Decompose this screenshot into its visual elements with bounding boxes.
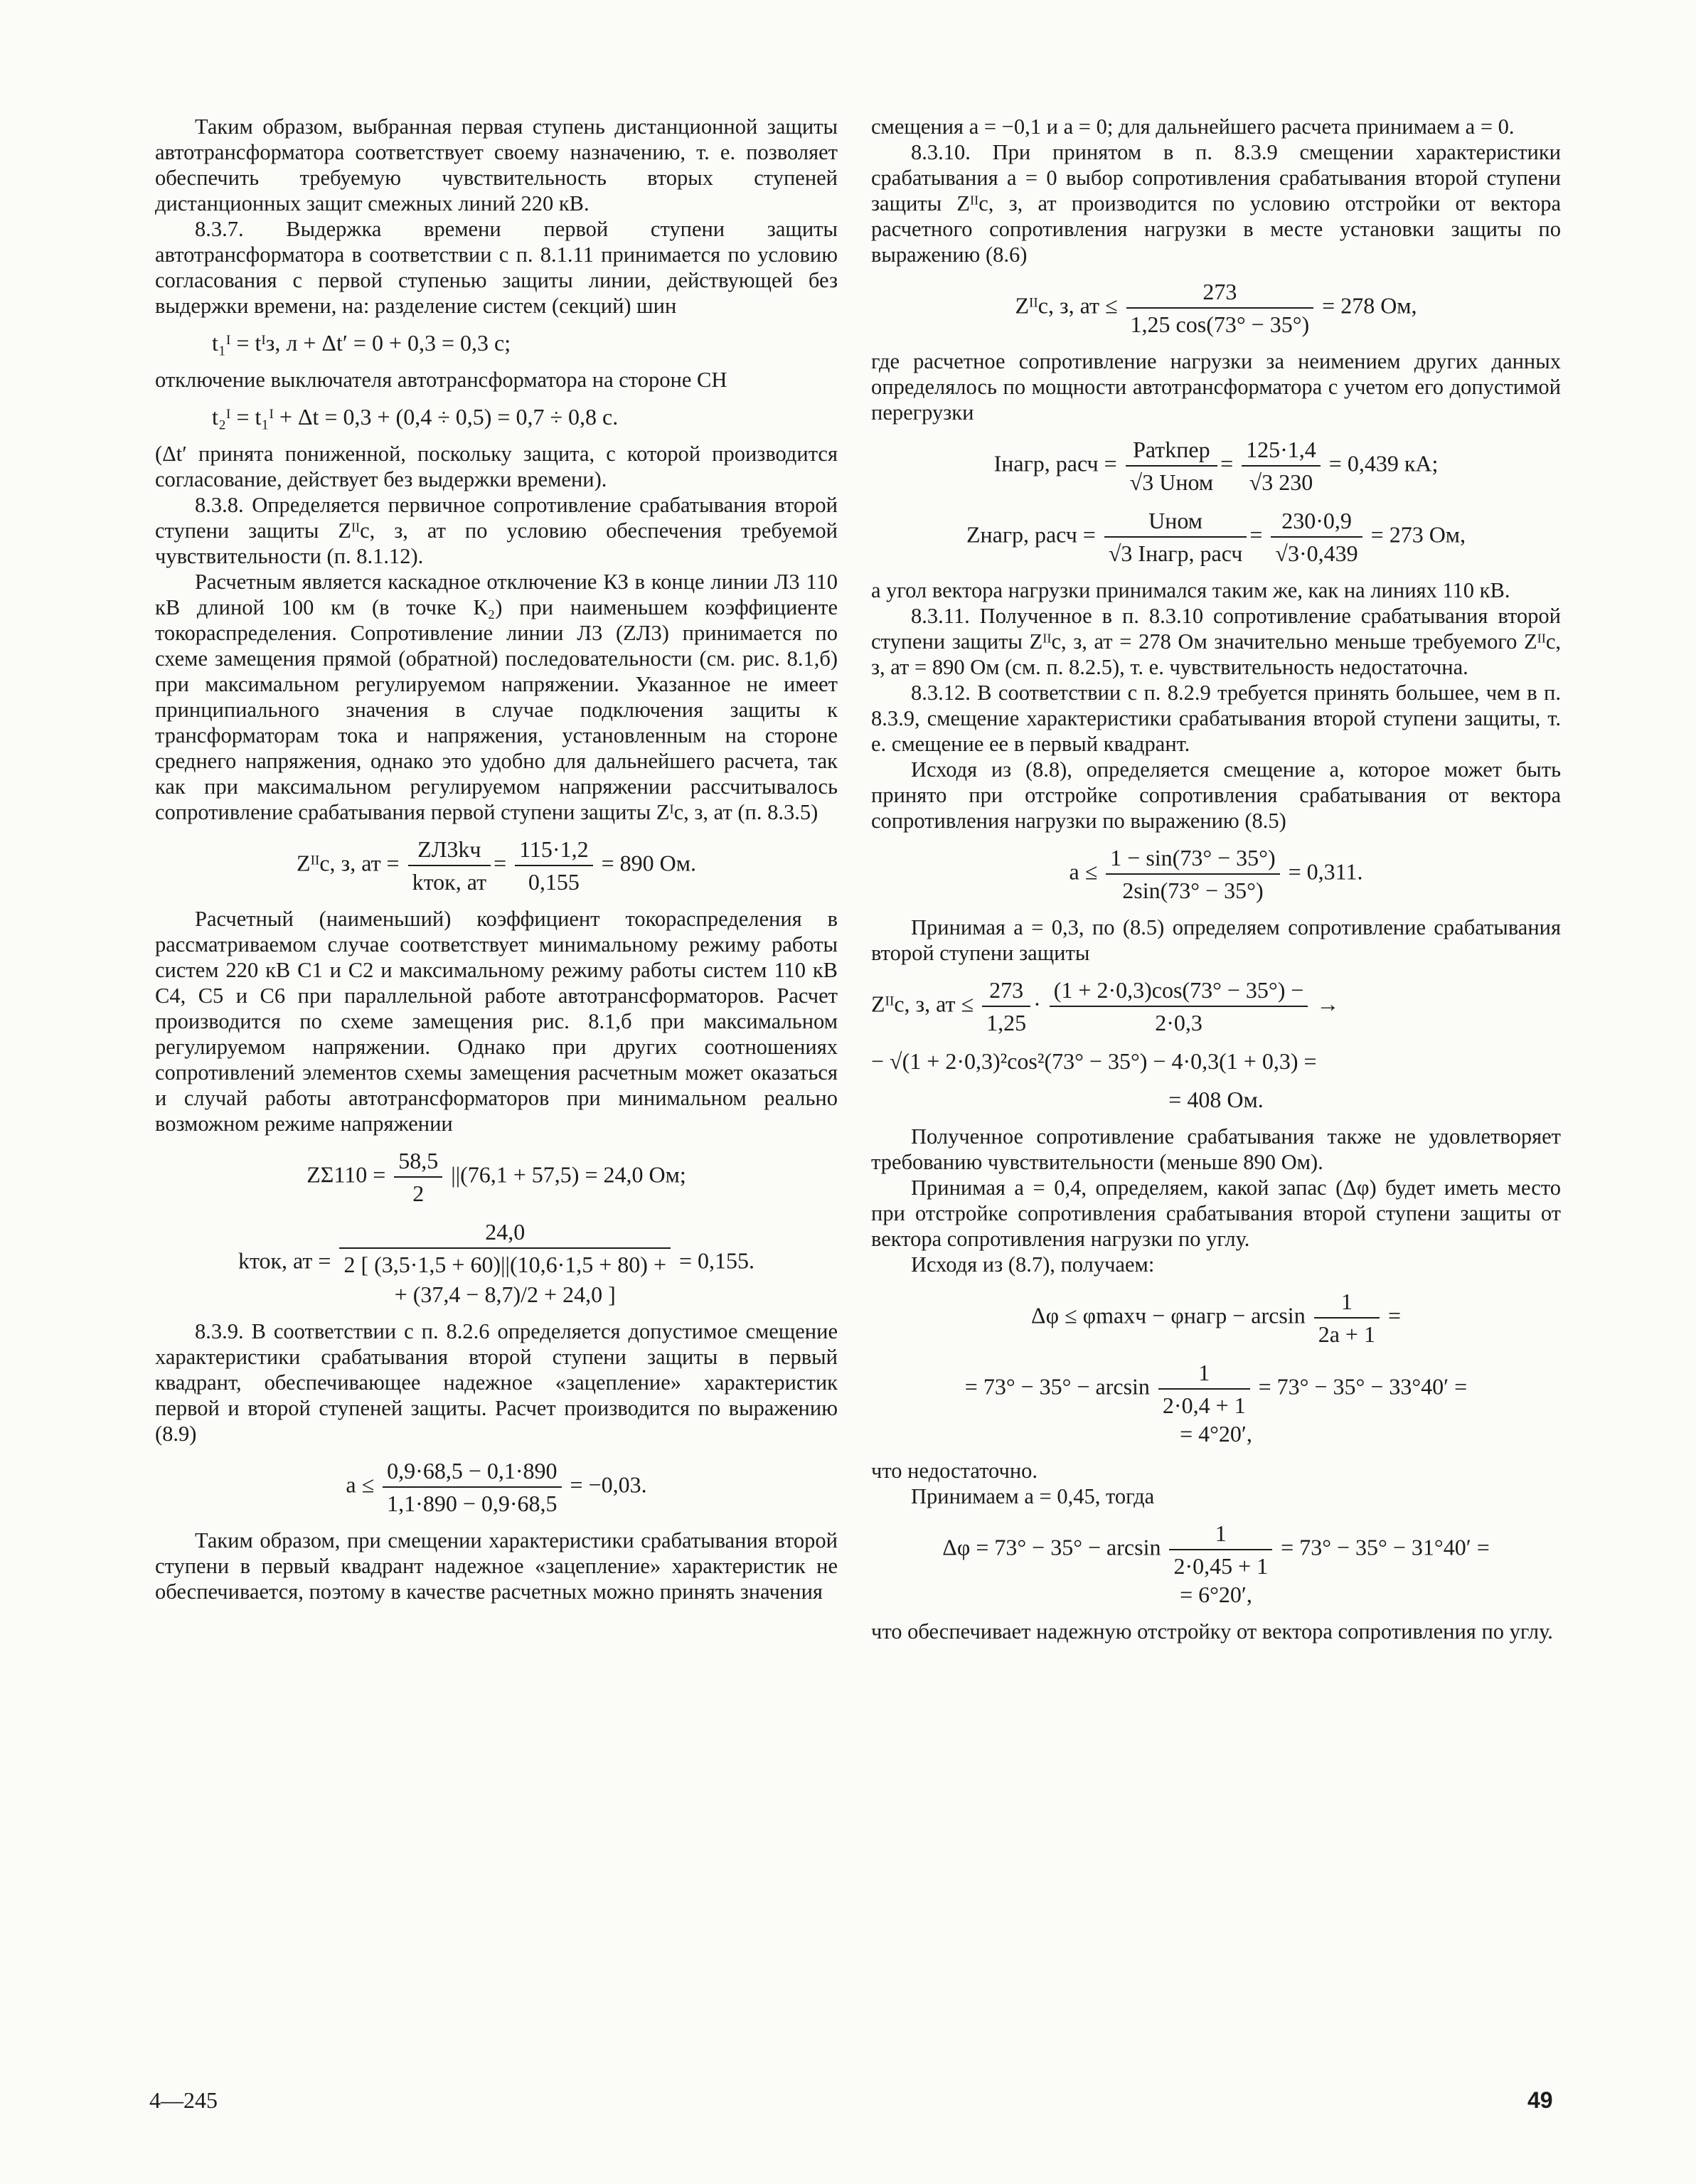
fraction [1314, 1287, 1380, 1348]
formula-continuation: − √(1 + 2·0,3)²cos²(73° − 35°) − 4·0,3(1 + 0,3) = [871, 1048, 1317, 1074]
formula [155, 1456, 838, 1518]
formula [871, 277, 1561, 339]
right-column [871, 114, 1561, 1644]
fraction [339, 1218, 671, 1309]
denominator: 2a + 1 [1318, 1321, 1375, 1347]
fraction [394, 1146, 442, 1208]
numerator: 273 [982, 976, 1030, 1007]
denominator: √3·0,439 [1275, 540, 1358, 566]
paragraph: смещения a = −0,1 и a = 0; для дальнейшего расчета принимаем a = 0. [871, 114, 1515, 139]
numerator: ZЛ3kч [408, 835, 491, 866]
fraction [1169, 1519, 1272, 1580]
formula: Zᴵᴵс, з, ат ≤ $\frac{273}{1,25}$ · $\frac{(1 + 2\cdot 0,3)\cos(73^\circ - 35^\circ) -}{2\cdot 0,3}$ → [871, 977, 1340, 1035]
paragraph: Расчетный (наименьший) коэффициент токораспределения в рассматриваемом случае соответствует минимальному режиму работы систем 220 кВ С1 и С2 и максимальному режиму работы систем 110 кВ С4, С5 и С6 при параллельной работе автотрансформаторов. Расчет производится по схеме замещения рис. 8.1,б при максимальном регулируемом напряжении. Однако при других соотношениях сопротивлений элементов схемы замещения расчетным может оказаться и случай работы автотрансформаторов при минимальном реально возможном режиме напряжении [155, 907, 838, 1136]
formula-lhs: Zᴵᴵс, з, ат = [297, 850, 400, 876]
denominator: 2·0,45 + 1 [1173, 1553, 1269, 1579]
denominator: + (37,4 − 8,7)/2 + 24,0 ] [394, 1282, 616, 1307]
paragraph: Исходя из (8.7), получаем: [911, 1252, 1155, 1277]
formula: t₂ᴵ = t₁ᴵ + Δt = 0,3 + (0,4 ÷ 0,5) = 0,7 ÷ 0,8 с. [212, 404, 619, 430]
formula-continuation: = 6°20′, [1180, 1582, 1252, 1607]
numerator: Pатkпер [1126, 435, 1217, 467]
formula [871, 843, 1561, 905]
formula-rhs: ||(76,1 + 57,5) = 24,0 Ом; [451, 1161, 686, 1188]
paragraph: Расчетным является каскадное отключение КЗ в конце линии Л3 110 кВ длиной 100 км (в точке К₂) при наименьшем коэффициенте токораспределения. Сопротивление линии Л3 (ZЛ3) принимается по схеме замещения прямой (обратной) последовательности (см. рис. 8.1,б) при максимальном регулируемом напряжении. Указанное не имеет принципиального значения в случае подключения защиты к трансформаторам тока и напряжения, установленным на стороне среднего напряжения, однако это удобно для дальнейшего расчета, так как при максимальном регулируемом напряжении рассчитывалось сопротивление срабатывания первой ступени защиты Zᴵс, з, ат (п. 8.3.5) [155, 570, 838, 824]
formula [871, 1358, 1561, 1419]
formula-rhs: = 273 Ом, [1370, 521, 1466, 548]
paragraph: что недостаточно. [871, 1459, 1038, 1483]
paragraph: 8.3.11. Полученное в п. 8.3.10 сопротивление срабатывания второй ступени защиты Zᴵᴵс, з, ат = 278 Ом значительно меньше требуемого Zᴵᴵс, з, ат = 890 Ом (см. п. 8.2.5), т. е. чувствительность недостаточна. [871, 604, 1561, 679]
denominator: 1,25 [986, 1010, 1027, 1035]
formula-lhs: Zнагр, расч = [966, 521, 1096, 548]
fraction [1106, 843, 1279, 905]
fraction [1050, 976, 1308, 1037]
formula-lhs: a ≤ [346, 1471, 375, 1498]
paragraph: 8.3.8. Определяется первичное сопротивление срабатывания второй ступени защиты Zᴵᴵс, з, ат по условию обеспечения требуемой чувствительности (п. 8.1.12). [155, 493, 838, 568]
formula: Zᴵᴵс, з, ат = $\frac{ZЛ3kч}{\text{kток, ат}}$ = $\frac{115\cdot 1,2}{0,155}$ = 890 Ом. [297, 836, 696, 895]
denominator: kток, ат [412, 869, 487, 895]
formula [155, 1146, 838, 1208]
formula-lhs: a ≤ [1069, 858, 1098, 885]
formula-rhs: = 0,155. [679, 1247, 755, 1274]
numerator: 230·0,9 [1271, 506, 1362, 538]
denominator: 2 [412, 1181, 425, 1206]
formula-lhs: kток, ат = [238, 1247, 331, 1274]
paragraph: где расчетное сопротивление нагрузки за неимением других данных определялось по мощности автотрансформатора с учетом его допустимой перегрузки [871, 349, 1561, 425]
paragraph: (Δt′ принята пониженной, поскольку защита, с которой производится согласование, действует без выдержки времени). [155, 442, 838, 491]
paragraph: отключение выключателя автотрансформатора на стороне СН [155, 368, 727, 392]
numerator: 115·1,2 [515, 835, 592, 866]
fraction [1126, 435, 1217, 496]
numerator: 1 [1169, 1519, 1272, 1550]
fraction [1271, 506, 1362, 568]
formula-rhs: = [1387, 1302, 1401, 1328]
formula-rhs: = 0,439 кА; [1328, 450, 1439, 476]
formula [871, 1519, 1561, 1580]
formula-rhs: = 890 Ом. [601, 850, 696, 876]
paragraph: Исходя из (8.8), определяется смещение a, которое может быть принято при отстройке сопротивления срабатывания от вектора сопротивления нагрузки по выражению (8.5) [871, 757, 1561, 833]
denominator: √3 Iнагр, расч [1108, 540, 1243, 566]
formula-rhs: = 278 Ом, [1322, 292, 1417, 319]
formula-rhs: = 73° − 35° − 33°40′ = [1258, 1373, 1468, 1400]
denominator: 2sin(73° − 35°) [1122, 878, 1264, 903]
paragraph: Принимаем a = 0,45, тогда [911, 1484, 1155, 1508]
numerator: 1 − sin(73° − 35°) [1106, 843, 1279, 875]
formula-lhs: Zᴵᴵс, з, ат ≤ [871, 991, 974, 1017]
paragraph: 8.3.10. При принятом в п. 8.3.9 смещении характеристики срабатывания a = 0 выбор сопротивления срабатывания второй ступени защиты Zᴵᴵс, з, ат производится по условию отстройки от вектора расчетного сопротивления нагрузки в месте установки защиты по выражению (8.6) [871, 140, 1561, 267]
fraction [1104, 506, 1247, 568]
paragraph: 8.3.12. В соответствии с п. 8.2.9 требуется принять большее, чем в п. 8.3.9, смещение характеристики срабатывания второй ступени защиты, т. е. смещение ее в первый квадрант. [871, 681, 1561, 756]
numerator: 58,5 [394, 1146, 442, 1178]
denominator: √3 230 [1249, 469, 1313, 495]
formula-rhs: = 73° − 35° − 31°40′ = [1281, 1534, 1490, 1560]
formula-rhs: = −0,03. [570, 1471, 647, 1498]
formula-lhs: Δφ = 73° − 35° − arcsin [942, 1534, 1161, 1560]
paragraph: Полученное сопротивление срабатывания также не удовлетворяет требованию чувствительности (меньше 890 Ом). [871, 1124, 1561, 1174]
numerator: 125·1,4 [1242, 435, 1321, 467]
fraction [1242, 435, 1321, 496]
fraction [515, 835, 592, 896]
denominator: 2·0,4 + 1 [1162, 1392, 1246, 1418]
denominator: √3 Uном [1129, 469, 1214, 495]
numerator: 24,0 [339, 1218, 671, 1249]
formula: t₁ᴵ = tᴵз, л + Δt′ = 0 + 0,3 = 0,3 с; [212, 330, 511, 356]
formula-lhs: ZΣ110 = [306, 1161, 386, 1188]
fraction [1126, 277, 1314, 339]
paragraph: Таким образом, выбранная первая ступень дистанционной защиты автотрансформатора соответствует своему назначению, т. е. позволяет обеспечить требуемую чувствительность вторых ступеней дистанционных защит смежных линий 220 кВ. [155, 114, 838, 215]
paragraph: Принимая a = 0,4, определяем, какой запас (Δφ) будет иметь место при отстройке сопротивления срабатывания второй ступени защиты от вектора сопротивления нагрузки по углу. [871, 1176, 1561, 1251]
numerator: 1 [1158, 1358, 1250, 1390]
formula-lhs: Δφ ≤ φmaxч − φнагр − arcsin [1031, 1302, 1306, 1328]
paragraph: Принимая a = 0,3, по (8.5) определяем сопротивление срабатывания второй ступени защиты [871, 915, 1561, 965]
fraction [408, 835, 491, 896]
formula-lhs: = 73° − 35° − arcsin [964, 1373, 1150, 1400]
formula-continuation: = 408 Ом. [1168, 1087, 1264, 1112]
signature-mark: 4—245 [149, 2087, 218, 2113]
formula [155, 1218, 838, 1309]
fraction [1158, 1358, 1250, 1419]
formula-rhs: = 0,311. [1288, 858, 1363, 885]
formula: Iнагр, расч = $\frac{\text{Pатkпер}}{\text{√3 Uном}}$ = $\frac{125\cdot 1,4}{√3 230}$ = 0,439 кА; [993, 437, 1439, 495]
denominator: 1,25 cos(73° − 35°) [1130, 311, 1310, 337]
paragraph: 8.3.7. Выдержка времени первой ступени защиты автотрансформатора в соответствии с п. 8.1.11 принимается по условию согласования с первой ступенью защиты линии, действующей без выдержки времени, на: разделение систем (секций) шин [155, 217, 838, 318]
fraction [982, 976, 1030, 1037]
paragraph: что обеспечивает надежную отстройку от вектора сопротивления по углу. [871, 1619, 1553, 1644]
numerator: Uном [1104, 506, 1247, 538]
denominator: 0,155 [528, 869, 580, 895]
formula-lhs: Zᴵᴵс, з, ат ≤ [1015, 292, 1118, 319]
page-number: 49 [1527, 2087, 1553, 2113]
formula-lhs: Iнагр, расч = [993, 450, 1117, 476]
paragraph: Таким образом, при смещении характеристики срабатывания второй ступени в первый квадрант надежное «зацепление» характеристик не обеспечивается, поэтому в качестве расчетных можно принять значения [155, 1528, 838, 1604]
left-column [155, 114, 838, 1604]
numerator: 1 [1314, 1287, 1380, 1319]
formula: Zнагр, расч = $\frac{\text{Uном}}{\text{√3 Iнагр, расч}}$ = $\frac{230\cdot 0,9}{√3\cdot 0,439}$ = 273 Ом, [966, 508, 1466, 566]
denominator: 1,1·890 − 0,9·68,5 [387, 1491, 558, 1516]
formula-continuation: = 4°20′, [1180, 1421, 1252, 1447]
numerator: (1 + 2·0,3)cos(73° − 35°) − [1050, 976, 1308, 1007]
paragraph: 8.3.9. В соответствии с п. 8.2.6 определяется допустимое смещение характеристики срабатывания второй ступени защиты в первый квадрант, обеспечивающее надежное «зацепление» характеристик первой и второй ступеней защиты. Расчет производится по выражению (8.9) [155, 1319, 838, 1446]
fraction [383, 1456, 561, 1518]
denominator: 2 [ (3,5·1,5 + 60)||(10,6·1,5 + 80) + [343, 1252, 666, 1277]
formula [871, 1287, 1561, 1348]
denominator: 2·0,3 [1155, 1010, 1202, 1035]
numerator: 0,9·68,5 − 0,1·890 [383, 1456, 561, 1488]
paragraph: а угол вектора нагрузки принимался таким же, как на линиях 110 кВ. [871, 578, 1510, 602]
numerator: 273 [1126, 277, 1314, 309]
